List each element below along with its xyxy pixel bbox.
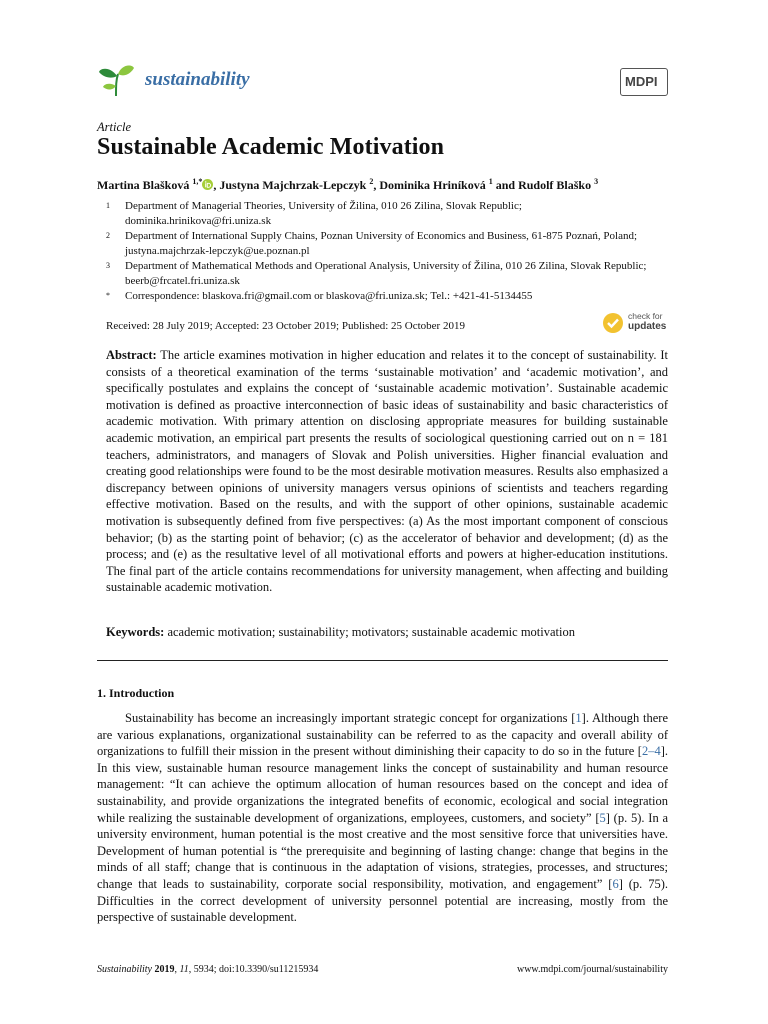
paragraph-text: ]. Although there are various explanations, organizational sustainability can be referred to as the capacity and overall ability of organizations to fulfill their mission in the present without diminishing their capacity to do so in the future [ xyxy=(97,711,668,759)
footer-url[interactable]: www.mdpi.com/journal/sustainability xyxy=(516,964,668,975)
keywords-text: academic motivation; sustainability; motivators; sustainable academic motivation xyxy=(167,625,575,639)
leaf-icon xyxy=(96,62,136,98)
footer-doi: , 5934; doi:10.3390/su11215934 xyxy=(188,964,319,975)
check-updates-icon xyxy=(602,312,624,334)
section-heading: 1. Introduction xyxy=(97,686,175,700)
abstract-text: The article examines motivation in higher education and relates it to the concept of sustainability. It consists of a theoretical examination of the terms ‘sustainable motivation’ and ‘academic motivation’, and specifically postulates and explains the concept of ‘sustainable academic motivation’. Sustainable academic motivation is defined as proactive interconnection of basic ideas of sustainability and basic characteristics of academic motivation. With primary attention on disclosing appropriate measures for building sustainable academic motivation, an empirical part presents the results of sociological questioning carried out on n = 181 teachers, administrators, and managers of Slovak and Polish universities. Higher financial evaluation and creating good relationships were found to be the most desirable motivation measures. Results also emphasized a discrepancy between opinions of university managers versus opinions of scientists and teachers regarding effective motivation. Based on the results, and with the support of other opinions, sustainable academic motivation is subsequently defined from five perspectives: (a) As the most important component of conscious behavior; (b) as the starting point of behavior; (c) as the accelerator of behavior and development; (d) as the process; and (e) as the resultative level of all motivational efforts and powers at higher-education institutions. The final part of the article contains recommendations for university management, when affecting and building sustainable academic motivation. xyxy=(106,348,668,595)
check-updates-line1: check for xyxy=(628,311,663,321)
author-superscript: 1,* xyxy=(192,177,203,186)
author-superscript: 3 xyxy=(594,177,599,186)
affiliation-item xyxy=(106,229,666,259)
author-name: Dominika Hriníková xyxy=(379,178,486,192)
section-paragraph xyxy=(97,710,668,926)
footer-journal: Sustainability xyxy=(97,964,152,975)
journal-name: sustainability xyxy=(145,69,250,90)
affiliation-text: Correspondence: blaskova.fri@gmail.com or blaskova@fri.uniza.sk; Tel.: +421-41-5134455 xyxy=(125,290,533,302)
author-name: Rudolf Blaško xyxy=(518,178,592,192)
paragraph-text: ]. In this view, sustainable human resource management links the concept of sustainability and human resource management: “It can achieve the optimum allocation of human resources based on the concept and idea of sustainability, and provide organizations the integrated benefits of economic, ecological and social integration while realizing the sustainable development of organizations, employees, customers, and society” [ xyxy=(97,744,668,825)
publication-dates: Received: 28 July 2019; Accepted: 23 October 2019; Published: 25 October 2019 xyxy=(106,320,465,332)
check-updates-line2: updates xyxy=(628,321,667,332)
footer-year: 2019 xyxy=(154,964,175,975)
section-divider xyxy=(97,660,668,661)
article-type: Article xyxy=(97,120,132,134)
citation-link[interactable]: 5 xyxy=(599,810,606,825)
affiliation-text: Department of International Supply Chains, Poznan University of Economics and Business, 61-875 Poznań, Poland; justyna.majchrzak-lepczyk@ue.poznan.pl xyxy=(125,230,638,257)
abstract xyxy=(106,347,668,596)
affiliation-text: Department of Managerial Theories, University of Žilina, 010 26 Zilina, Slovak Republic; dominika.hrinikova@fri.uniza.sk xyxy=(125,200,522,227)
paragraph-text: ] (p. 75). Difficulties in the correct development of university personnel potential are increasing, mostly from the perspective of sustainable development. xyxy=(97,876,668,925)
citation-link[interactable]: 2–4 xyxy=(641,744,661,759)
affiliation-item xyxy=(106,259,666,289)
abstract-label: Abstract: xyxy=(106,348,157,362)
footer-volume: 11 xyxy=(179,964,189,975)
affiliation-number: 1 xyxy=(106,201,110,210)
paragraph-text: ] (p. 5). In a university environment, human potential is the most creative and the most sensitive force that universities have. Development of human potential is “the prerequisite and beginning of lasting change: change that begins in the minds of all staff; change that is continuous in the adaptation of visions, strategies, processes, and structures; change that leads to sustainability, corporate social responsibility, motivation, and engagement” [ xyxy=(97,810,669,891)
affiliation-item xyxy=(106,289,666,304)
keywords xyxy=(106,624,668,641)
author-superscript: 1 xyxy=(488,177,493,186)
affiliation-item xyxy=(106,199,666,229)
page-title: Sustainable Academic Motivation xyxy=(97,134,445,160)
affiliation-number: 2 xyxy=(106,231,110,240)
author-name: Justyna Majchrzak-Lepczyk xyxy=(219,178,367,192)
keywords-label: Keywords: xyxy=(106,625,165,639)
author-name: Martina Blašková xyxy=(97,178,190,192)
page-footer-citation: Sustainability 2019, 11, 5934; doi:10.3390/su11215934 xyxy=(97,964,319,975)
publisher-logo xyxy=(620,68,668,96)
publisher-name: MDPI xyxy=(625,74,658,89)
paragraph-text: Sustainability has become an increasingly important strategic concept for organizations [ xyxy=(125,711,576,725)
orcid-icon[interactable] xyxy=(202,179,213,190)
affiliation-number: * xyxy=(106,291,110,300)
author-list: Martina Blašková $^{1,*}$ , Justyna Majchrzak-Lepczyk $^2$, Dominika Hriníková $^1$ and Rudolf Blaško $^3$ xyxy=(97,177,599,192)
affiliation-number: 3 xyxy=(106,261,110,270)
citation-link[interactable]: 1 xyxy=(575,711,582,725)
author-superscript: 2 xyxy=(369,177,374,186)
citation-link[interactable]: 6 xyxy=(612,876,619,891)
check-updates-badge[interactable] xyxy=(602,310,672,336)
journal-logo xyxy=(96,62,296,98)
affiliation-text: Department of Mathematical Methods and Operational Analysis, University of Žilina, 010 26 Zilina, Slovak Republic; beerb@frcatel.fri.uniza.sk xyxy=(125,260,647,287)
